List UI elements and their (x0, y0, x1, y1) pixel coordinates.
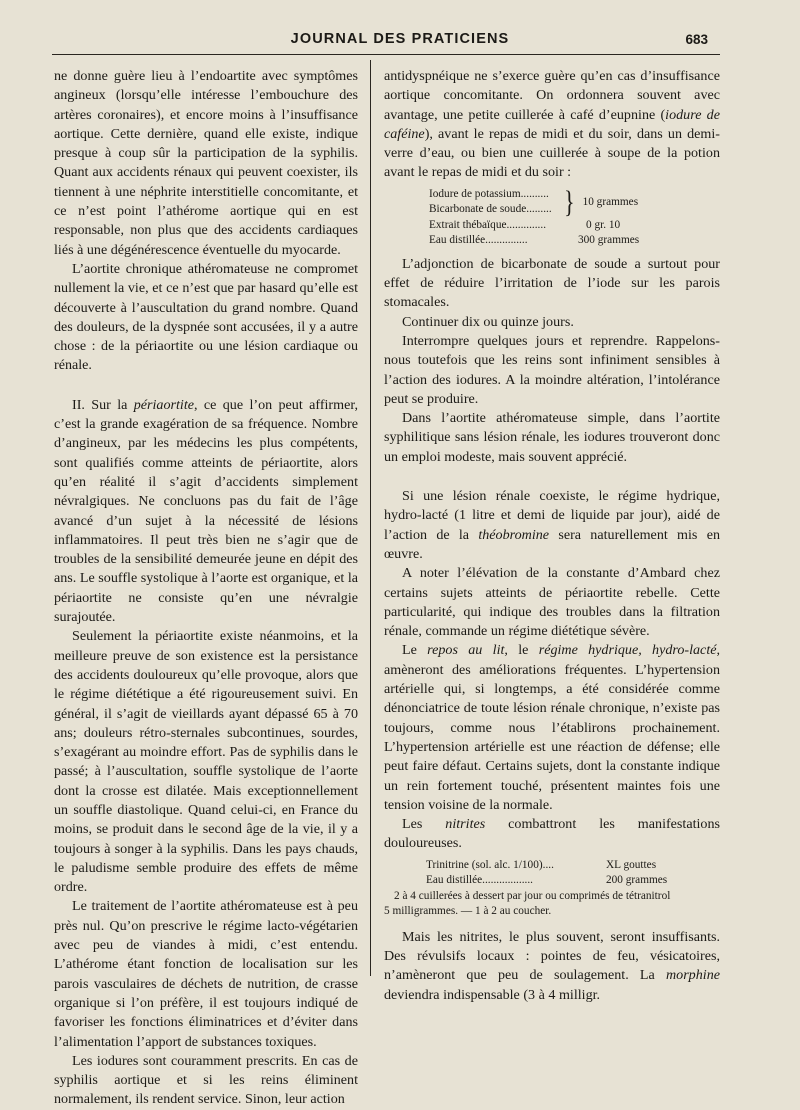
paragraph (54, 396, 358, 628)
paragraph (54, 260, 358, 376)
text-run: L’adjonction de bicarbonate de soude a surtout pour effet de réduire l’irritation de l’iode sur les parois stomacales. (384, 255, 720, 311)
italic-term: nitrites (445, 816, 486, 833)
text-run: Les iodures sont couramment prescrits. En cas de syphilis aortique et si les reins éliminent normalement, ils rendent service. Sinon, leur action (54, 1052, 358, 1108)
rx-quantity: 0 gr. 10 (586, 218, 621, 231)
left-column (54, 67, 358, 1110)
page-number: 683 (685, 32, 708, 47)
rx-ingredient: Trinitrine (sol. alc. 1/100).... (426, 858, 554, 871)
paragraph (384, 409, 720, 467)
italic-term: iodure de caféine (384, 106, 720, 142)
text-run: Mais les nitrites, le plus souvent, seront insuffisants. Des révulsifs locaux : pointes de feu, vésicatoires, n’amèneront que peu de soulagement. La (384, 928, 720, 984)
text-run: Si une lésion rénale coexiste, le régime hydrique, hydro-lacté (1 litre et demi de liquide par jour), aidé de l’action de la (384, 488, 720, 543)
italic-term: régime hydrique, hydro-lacté (538, 642, 717, 659)
rx-quantity: 300 grammes (578, 234, 640, 247)
paragraph (54, 67, 358, 260)
right-column (384, 67, 720, 1005)
right-paragraphs (384, 255, 720, 854)
rx-ingredient: Eau distillée............... (429, 234, 528, 247)
text-run: ne donne guère lieu à l’endoartite avec symptômes angineux (lorsqu’elle intéresse l’embouchure des artères coronaires), et encore moins à l’insuffisance aortique. Cette dernière, quand elle existe, indique presque à coup sûr la participation de la syphilis. Quant aux accidents rénaux qui peuvent coexister, ils tiennent à une néphrite interstitielle concomitante, et ce n’est point l’athérome aortique qui en est responsable, non plus que des accidents cardiaques liés à une dégénérescence éventuelle du myocarde. (54, 68, 358, 258)
brace: } (564, 184, 575, 220)
text-run: Seulement la périaortite existe néanmoins, et la meilleure preuve de son existence est la persistance des accidents douloureux qu’elle provoque, alors que le régime diététique a été rigoureusement suivi. En général, il s’agit de vieillards ayant dépassé 65 à 70 ans; douleurs rétro-sternales subcontinues, sourdes, s’exagérant au moindre effort. Pas de syphilis dans le passé; à l’auscultation, souffle systolique de l’aorte dont la crosse est dilatée. Mais exceptionnellement un souffle diastolique. Quand celui-ci, en France du moins, se produit dans le second âge de la vie, il y a toujours à songer à la syphilis. Dans les pays chauds, le paludisme semble produire des effets de même ordre. (54, 628, 358, 896)
text-run: L’aortite chronique athéromateuse ne compromet nullement la vie, et ce n’est que par hasard qu’elle est découverte à l’auscultation du grand nombre. Quand des douleurs, de la dyspnée sont accusées, il y a autre chose : de la périaortite ou une lésion cardiaque ou rénale. (54, 260, 358, 374)
paragraph (384, 815, 720, 854)
rx-instructions: 5 milligrammes. — 1 à 2 au coucher. (384, 905, 552, 918)
text-run: II. Sur la (72, 396, 134, 413)
rx-quantity: XL gouttes (606, 858, 657, 871)
rx-ingredient: Eau distillée.................. (426, 874, 533, 887)
text-run: , amèneront des améliorations fréquentes. L’hypertension artérielle qui, si longtemps, a été considérée comme dénonciatrice de toute lésion rénale chronique, n’existe pas toujours, comme nous l’établirons prochainement. L’hypertension artérielle est une réaction de défense; elle peut faire défaut. Certains sujets, dont la constante indique un rein fortement touché, présentent maintes fois une tension voisine de la normale. (384, 642, 721, 813)
paragraph (54, 897, 358, 1051)
text-run: A noter l’élévation de la constante d’Ambard chez certains sujets atteints de périaortite rebelle. Cette particularité, qui indique des troubles dans la filtration rénale, commande un régime diététique sévère. (384, 565, 720, 640)
right-final-paragraph (384, 928, 720, 1005)
paragraph (384, 332, 720, 409)
rx-ingredient: Bicarbonate de soude......... (429, 203, 552, 216)
rx-quantity: 10 grammes (582, 195, 639, 208)
column-divider (370, 60, 371, 976)
section-gap (384, 467, 720, 487)
text-run: Le (402, 642, 428, 659)
text-run: Dans l’aortite athéromateuse simple, dans l’aortite syphilitique sans lésion rénale, les iodures trouveront donc un emploi modeste, mais souvent apprécié. (384, 410, 720, 465)
text-run: combattront les manifestations douloureuses. (384, 816, 720, 852)
prescription-nitrite (384, 858, 720, 920)
header-rule (52, 54, 720, 55)
text-run: Les (402, 816, 446, 833)
italic-term: repos au lit (427, 642, 505, 659)
right-intro-paragraph (384, 67, 720, 183)
italic-term: morphine (665, 967, 720, 984)
prescription-iodide (384, 184, 720, 249)
running-header (0, 28, 800, 54)
text-run: deviendra indispensable (3 à 4 milligr. (384, 986, 601, 1003)
rx-instructions: 2 à 4 cuillerées à dessert par jour ou comprimés de tétranitrol (394, 889, 671, 902)
paragraph (54, 1052, 358, 1110)
text-run: , le (504, 642, 539, 659)
italic-term: théobromine (478, 526, 550, 543)
text-run: Le traitement de l’aortite athéromateuse est à peu près nul. Qu’on prescrive le régime lacto-végétarien avec peu de viandes à midi, c’est entendu. L’athérome étant fonction de localisation sur les parois vasculaires de déchets de nutrition, de crasse organique si l’on préfère, il est toujours indiqué de favoriser les fonctions éliminatrices et d’éviter dans l’alimentation l’apport de substances toxiques. (54, 898, 358, 1050)
paragraph (384, 564, 720, 641)
text-run: ), avant le repas de midi et du soir, dans un demi-verre d’eau, ou bien une cuillerée à soupe de la potion avant le repas de midi et du soir : (384, 125, 720, 181)
text-run: sera naturellement mis en œuvre. (384, 526, 720, 562)
text-run: Interrompre quelques jours et reprendre. Rappelons-nous toutefois que les reins sont infiniment sensibles à l’action des iodures. A la moindre altération, l’intolérance peut se produire. (384, 332, 720, 407)
paragraph (384, 641, 720, 815)
rx-ingredient: Extrait thébaïque.............. (429, 218, 547, 231)
paragraph (384, 255, 720, 313)
section-gap (54, 376, 358, 396)
italic-term: périaortite (133, 396, 195, 413)
text-run: Continuer dix ou quinze jours. (402, 313, 574, 330)
paragraph (54, 627, 358, 897)
rx-ingredient: Iodure de potassium.......... (429, 187, 549, 200)
paragraph (384, 487, 720, 564)
running-title: JOURNAL DES PRATICIENS (290, 31, 510, 47)
paragraph (384, 313, 720, 332)
text-run: antidyspnéique ne s’exerce guère qu’en cas d’insuffisance aortique concomitante. On ordonnera souvent avec avantage, une petite cuillerée à café d’eupnine ( (384, 68, 720, 123)
text-run: , ce que l’on peut affirmer, c’est la grande exagération de sa fréquence. Nombre d’angineux, par les médecins les plus compétents, sont qualifiés comme atteints de périaortite, alors qu’en réalité il s’agit d’accidents simplement névralgiques. Ne concluons pas du fait de l’âge avancé d’un sujet à la nécessité de lésions inflammatoires. Il peut très bien ne s’agir que de troubles de la sensibilité demeurée jeune en dépit des ans. Le souffle systolique à l’aorte est organique, et la périaortite ne consiste qu’en une névralgie surajoutée. (54, 396, 358, 626)
rx-quantity: 200 grammes (606, 874, 668, 887)
